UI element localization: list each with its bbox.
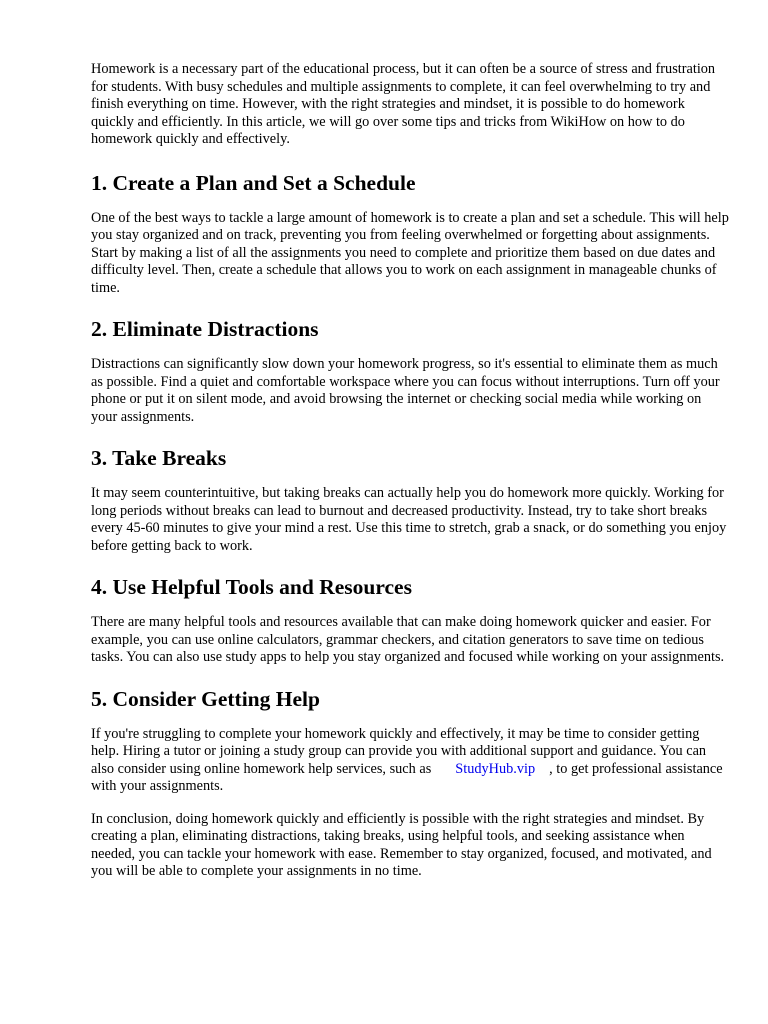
- article: [91, 61, 731, 881]
- section-body-take-breaks: It may seem counterintuitive, but taking breaks can actually help you do homework more quickly. Working for long periods without breaks can lead to burnout and decreased productivity. Instead, try to take short breaks every 45-60 minutes to give your mind a rest. Use this time to stretch, grab a snack, or do something you enjoy before getting back to work.: [91, 485, 727, 554]
- section-body-getting-help: [91, 726, 731, 796]
- studyhub-link[interactable]: StudyHub.vip: [455, 760, 536, 777]
- section-heading-tools-resources: 4. Use Helpful Tools and Resources: [91, 575, 412, 599]
- intro-paragraph: Homework is a necessary part of the educational process, but it can often be a source of stress and frustration for students. With busy schedules and multiple assignments to complete, it can feel overwhelming to try and finish everything on time. However, with the right strategies and mindset, it is possible to do homework quickly and efficiently. In this article, we will go over some tips and tricks from WikiHow on how to do homework quickly and effectively.: [91, 61, 716, 147]
- section-heading-take-breaks: 3. Take Breaks: [91, 446, 227, 470]
- section-body-create-plan: One of the best ways to tackle a large amount of homework is to create a plan and set a schedule. This will help you stay organized and on track, preventing you from feeling overwhelmed or forgetting about assignments. Start by making a list of all the assignments you need to complete and prioritize them based on due dates and difficulty level. Then, create a schedule that allows you to work on each assignment in manageable chunks of time.: [91, 209, 729, 296]
- getting-help-text-end: , to get professional assistance with your assignments.: [91, 760, 723, 794]
- section-heading-getting-help: 5. Consider Getting Help: [91, 686, 320, 711]
- section-body-tools-resources: There are many helpful tools and resources available that can make doing homework quicker and easier. For example, you can use online calculators, grammar checkers, and citation generators to save time on tedious tasks. You can also use study apps to help you stay organized and focused while working on your assignments.: [91, 614, 725, 665]
- getting-help-text: If you're struggling to complete your homework quickly and effectively, it may be time to consider getting help. Hiring a tutor or joining a study group can provide you with additional support and guidance. You can also consider using online homework help services, such as: [91, 725, 707, 777]
- section-heading-create-plan: 1. Create a Plan and Set a Schedule: [91, 170, 416, 195]
- section-heading-eliminate-distractions: 2. Eliminate Distractions: [91, 317, 319, 341]
- section-body-eliminate-distractions: Distractions can significantly slow down your homework progress, so it's essential to eliminate them as much as possible. Find a quiet and comfortable workspace where you can focus without interruptions. Turn off your phone or put it on silent mode, and avoid browsing the internet or checking social media while working on your assignments.: [91, 356, 720, 425]
- conclusion-paragraph: In conclusion, doing homework quickly and efficiently is possible with the right strategies and mindset. By creating a plan, eliminating distractions, taking breaks, using helpful tools, and seeking assistance when needed, you can tackle your homework with ease. Remember to stay organized, focused, and motivated, and you will be able to complete your assignments in no time.: [91, 810, 712, 879]
